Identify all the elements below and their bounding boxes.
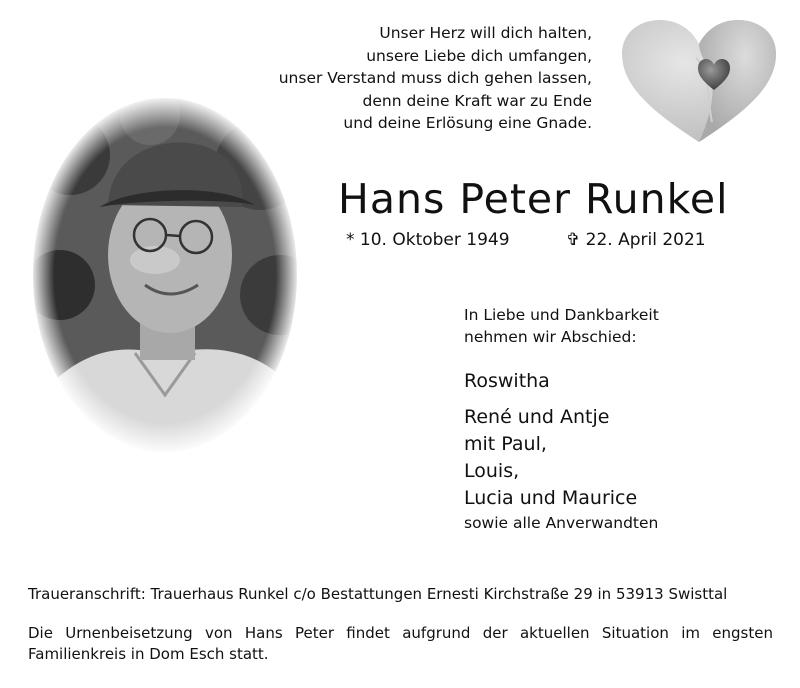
spacer <box>464 395 658 404</box>
poem <box>279 22 592 135</box>
poem-line: unsere Liebe dich umfangen, <box>366 46 592 65</box>
intro-line: In Liebe und Dankbarkeit <box>464 306 659 324</box>
birth-date: * 10. Oktober 1949 <box>346 230 510 250</box>
family-member: Louis, <box>464 460 520 482</box>
burial-notice: Die Urnenbeisetzung von Hans Peter findet aufgrund der aktuellen Situation im engsten Familienkreis in Dom Esch statt. <box>28 624 773 663</box>
death-date: ✞ 22. April 2021 <box>566 230 706 250</box>
mourning-address: Traueranschrift: Trauerhaus Runkel c/o Bestattungen Ernesti Kirchstraße 29 in 53913 Swisttal <box>28 585 728 603</box>
poem-line: unser Verstand muss dich gehen lassen, <box>278 69 592 87</box>
farewell-intro <box>464 304 659 348</box>
poem-line: und deine Erlösung eine Gnade. <box>343 114 592 132</box>
family-member: mit Paul, <box>464 433 547 455</box>
heart-stone-icon <box>616 14 782 146</box>
intro-line: nehmen wir Abschied: <box>464 328 637 346</box>
family-member: Roswitha <box>464 370 550 392</box>
poem-line: Unser Herz will dich halten, <box>379 24 592 42</box>
family-list <box>464 368 658 534</box>
poem-line: denn deine Kraft war zu Ende <box>362 91 592 110</box>
portrait-photo <box>30 95 300 455</box>
family-member: René und Antje <box>464 406 610 428</box>
family-member: Lucia und Maurice <box>464 487 638 509</box>
deceased-name: Hans Peter Runkel <box>338 175 729 223</box>
relatives-line: sowie alle Anverwandten <box>464 514 659 532</box>
